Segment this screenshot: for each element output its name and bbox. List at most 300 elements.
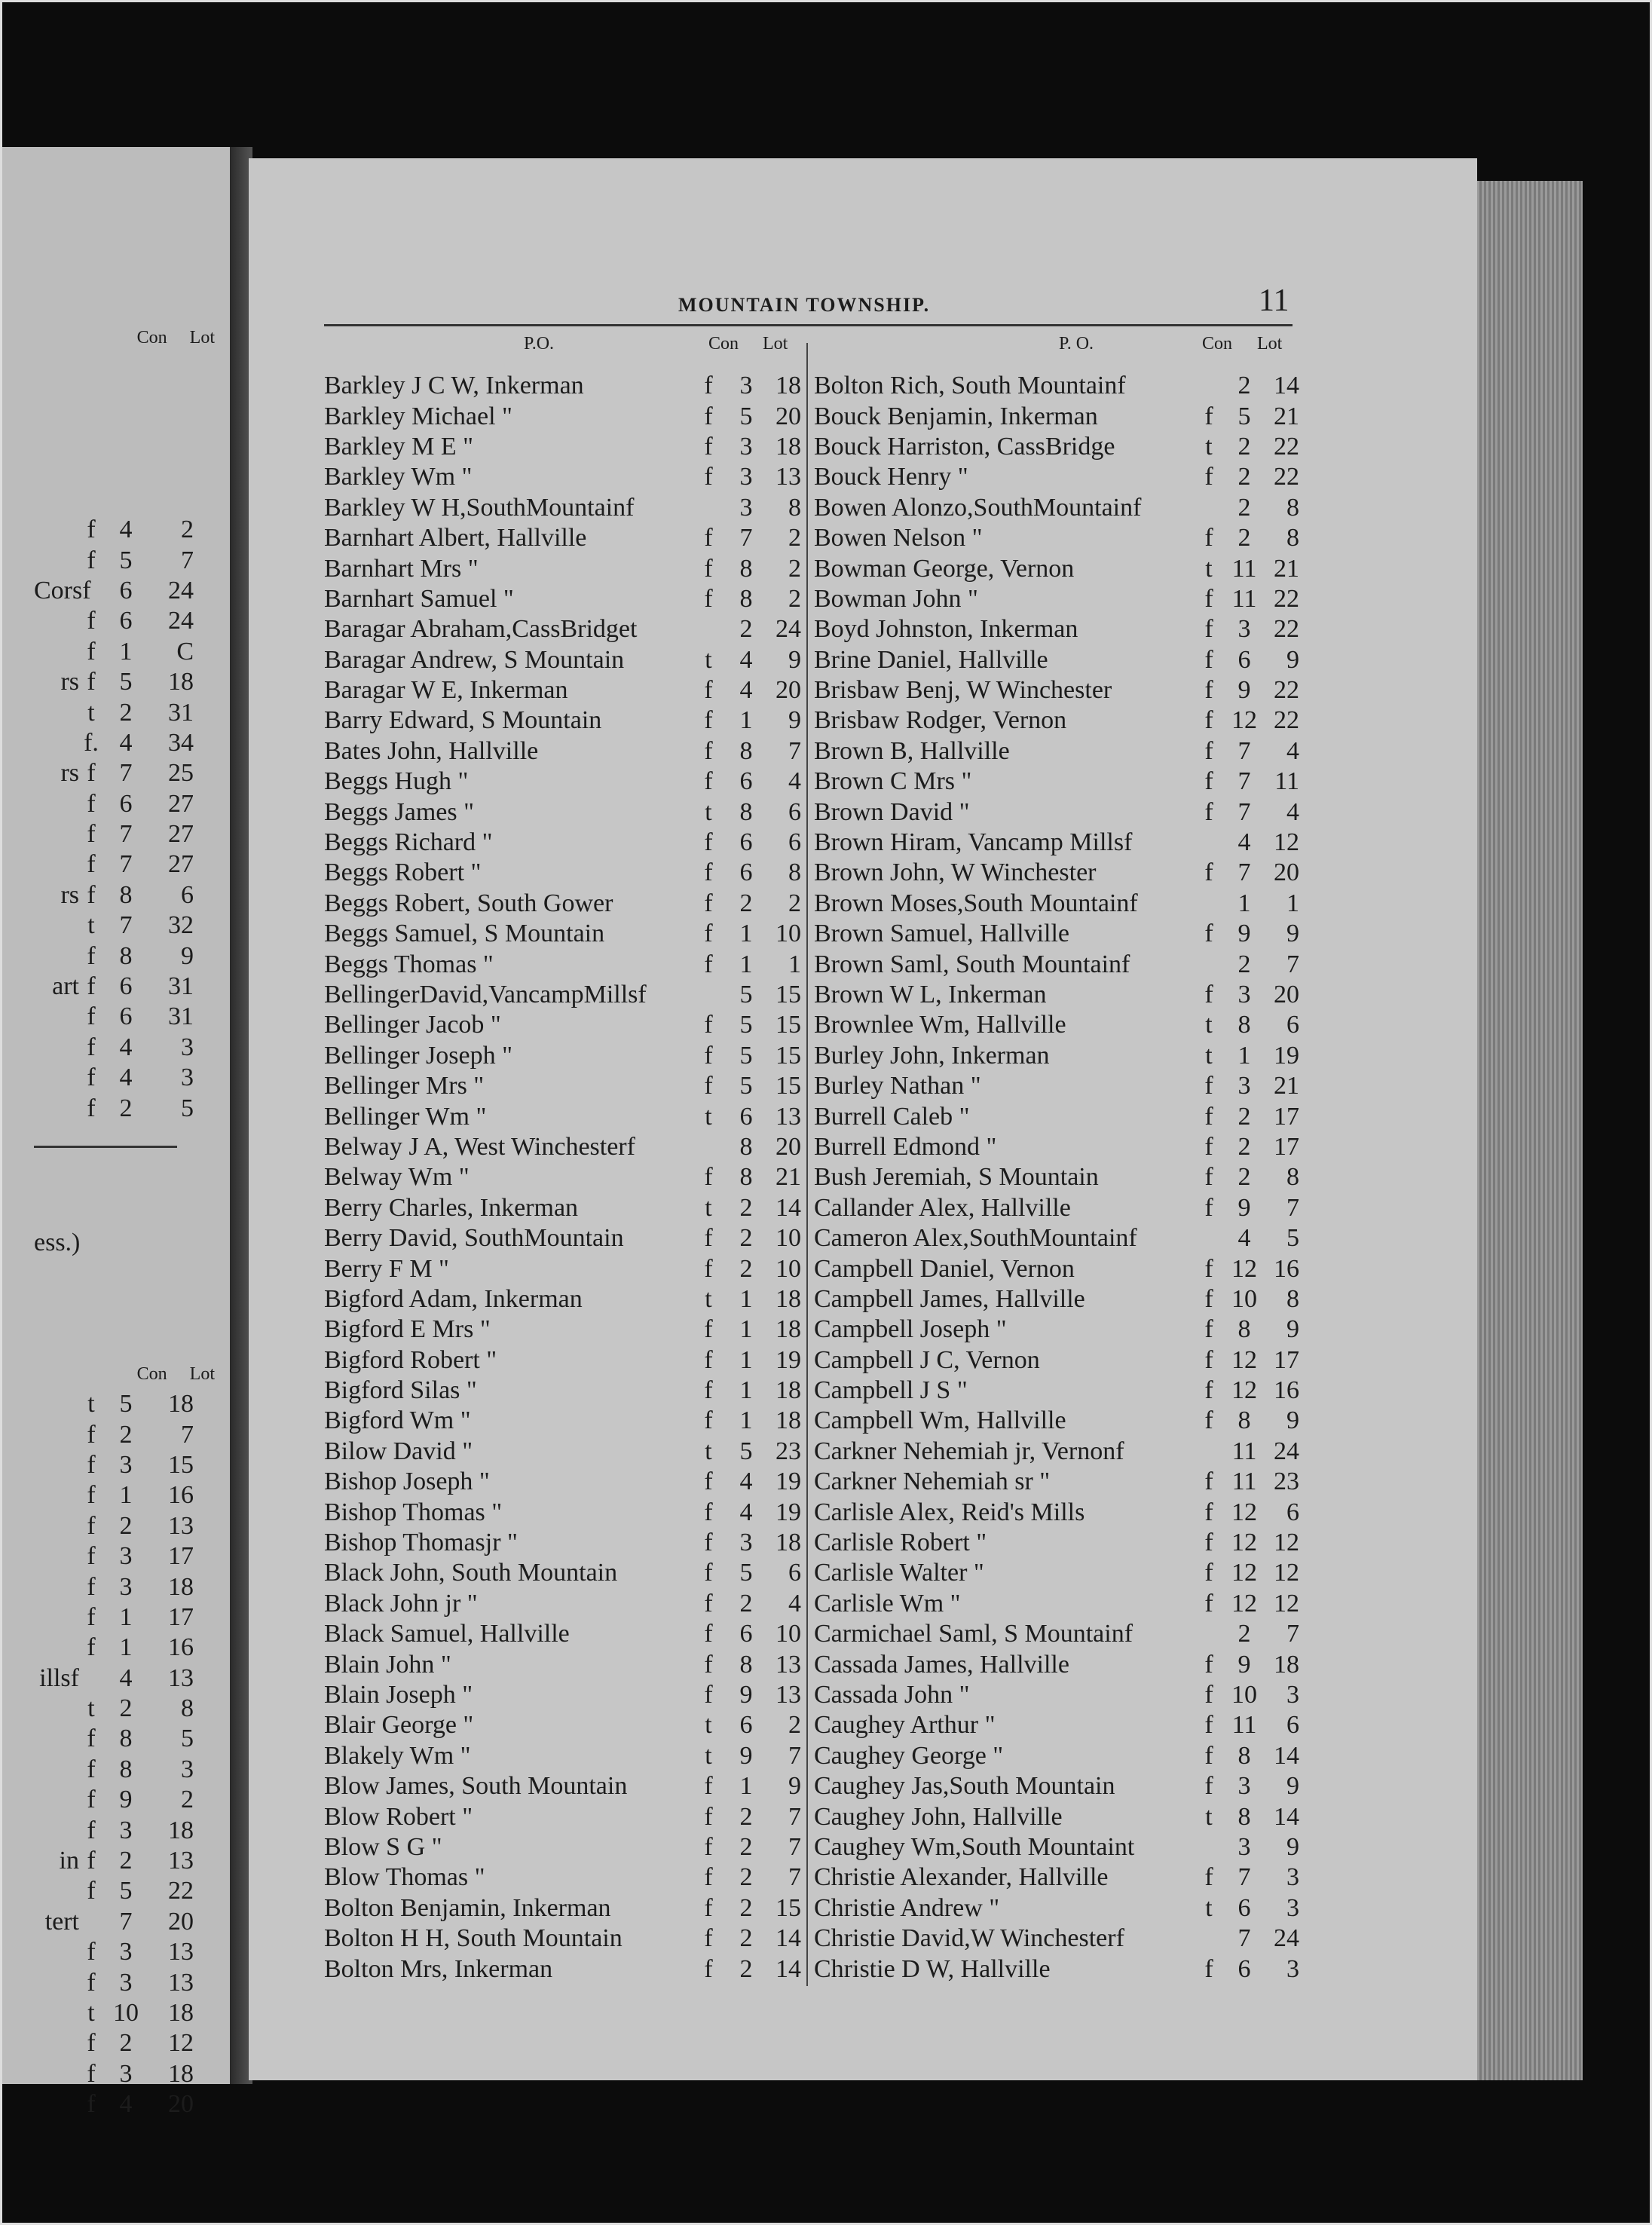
prev-list-item <box>34 1419 230 1449</box>
prev-list-item <box>34 667 230 697</box>
entry-name: Barnhart Mrs " <box>324 554 479 583</box>
entry-tenure: f <box>1204 858 1213 887</box>
previous-page-fragment <box>0 147 230 2119</box>
list-item <box>324 736 801 767</box>
entry-tenure: f <box>704 1224 713 1253</box>
prev-con: 4 <box>119 2090 133 2119</box>
prev-tenure: f <box>87 1572 96 1601</box>
entry-lot: 22 <box>1274 584 1299 613</box>
entry-tenure: f <box>704 1772 713 1801</box>
prev-tenure: t <box>87 698 95 727</box>
entry-name: Campbell J S " <box>814 1376 968 1405</box>
prev-lot: 13 <box>168 1968 194 1997</box>
entry-tenure: t <box>1205 1011 1213 1039</box>
entry-name: Caughey Arthur " <box>814 1711 996 1740</box>
prev-lot: 31 <box>168 1002 194 1031</box>
prev-tenure: f <box>87 1968 96 1997</box>
prev-tenure: f <box>87 1786 96 1814</box>
entry-name: Bouck Henry " <box>814 463 968 491</box>
entry-lot: 2 <box>788 524 801 552</box>
entry-tenure: f <box>1204 1284 1213 1313</box>
entry-lot: 10 <box>776 1620 801 1648</box>
entry-name: Beggs Hugh " <box>324 767 469 796</box>
entry-con: 2 <box>739 1224 753 1253</box>
entry-name: Baragar Abraham,CassBridget <box>324 615 638 644</box>
entry-name: Carmichael Saml, S Mountainf <box>814 1620 1133 1648</box>
entry-con: 3 <box>739 432 753 461</box>
running-head: MOUNTAIN TOWNSHIP. <box>678 294 931 316</box>
entry-lot: 15 <box>776 1011 801 1039</box>
entry-lot: 22 <box>1274 432 1299 461</box>
entry-name: Burley John, Inkerman <box>814 1041 1050 1070</box>
entry-name: Bellinger Wm " <box>324 1102 487 1131</box>
prev-tenure: f <box>87 1420 96 1449</box>
entry-con: 4 <box>739 645 753 674</box>
entry-name: Blow Thomas " <box>324 1863 485 1892</box>
list-item <box>324 1314 801 1345</box>
entry-tenure: f <box>1204 1163 1213 1192</box>
list-item <box>814 462 1299 492</box>
entry-tenure: f <box>1204 1468 1213 1496</box>
list-item <box>814 1710 1299 1740</box>
list-item <box>324 1376 801 1406</box>
entry-con: 12 <box>1231 1589 1257 1617</box>
prev-list-item <box>34 1572 230 1602</box>
entry-lot: 22 <box>1274 615 1299 644</box>
entry-lot: 20 <box>776 676 801 705</box>
prev-list-item <box>34 941 230 971</box>
list-item <box>814 1132 1299 1162</box>
prev-tenure: f <box>87 1938 96 1966</box>
prev-tenure: f <box>87 759 96 788</box>
list-item <box>324 1832 801 1862</box>
prev-con: 5 <box>119 668 133 696</box>
entry-lot: 20 <box>776 1132 801 1161</box>
entry-con: 2 <box>739 1802 753 1831</box>
list-item <box>814 493 1299 523</box>
entry-tenure: f <box>704 432 713 461</box>
prev-con: 5 <box>119 546 133 574</box>
list-item <box>814 1832 1299 1862</box>
entry-con: 8 <box>1237 1011 1251 1039</box>
entry-lot: 22 <box>1274 676 1299 705</box>
prev-tenure: t <box>87 1999 95 2027</box>
list-item <box>814 1649 1299 1679</box>
prev-list-item <box>34 1389 230 1419</box>
prev-lot: 2 <box>181 1786 194 1814</box>
prev-name-fragment: tert <box>44 1907 79 1936</box>
list-item <box>814 1954 1299 1984</box>
entry-con: 8 <box>1237 1315 1251 1344</box>
entry-tenure: f <box>704 1893 713 1922</box>
list-item <box>324 1558 801 1588</box>
entry-name: Boyd Johnston, Inkerman <box>814 615 1078 644</box>
entry-lot: 9 <box>1286 1406 1299 1435</box>
entry-lot: 23 <box>1274 1468 1299 1496</box>
prev-tenure: f <box>87 637 96 666</box>
entry-lot: 24 <box>1274 1924 1299 1953</box>
list-item <box>324 828 801 858</box>
entry-tenure: f <box>1204 1254 1213 1283</box>
prev-rows-bottom <box>34 1389 230 2119</box>
list-item <box>324 1741 801 1771</box>
prev-tenure: t <box>87 911 95 940</box>
prev-list-item <box>34 1063 230 1093</box>
entry-lot: 3 <box>1286 1893 1299 1922</box>
prev-tenure: f <box>87 1511 96 1540</box>
entry-con: 12 <box>1231 1529 1257 1557</box>
prev-list-item <box>34 758 230 788</box>
entry-con: 6 <box>1237 1893 1251 1922</box>
entry-name: Bilow David " <box>324 1437 473 1465</box>
entry-name: Brown B, Hallville <box>814 736 1010 765</box>
entry-lot: 2 <box>788 1711 801 1740</box>
prev-column-headers <box>64 328 215 348</box>
entry-con: 2 <box>739 1924 753 1953</box>
entry-lot: 8 <box>1286 493 1299 522</box>
entry-tenure: f <box>704 1011 713 1039</box>
prev-con: 3 <box>119 1938 133 1966</box>
entry-lot: 9 <box>1286 1772 1299 1801</box>
prev-tenure: t <box>87 1390 95 1419</box>
entry-name: Christie Alexander, Hallville <box>814 1863 1109 1892</box>
list-item <box>324 1345 801 1376</box>
entry-con: 2 <box>1237 1132 1251 1161</box>
prev-divider <box>34 1146 177 1148</box>
prev-lot: 6 <box>181 880 194 909</box>
prev-con: 7 <box>119 850 133 879</box>
entry-lot: 12 <box>1274 828 1299 857</box>
entry-con: 5 <box>739 981 753 1008</box>
entry-name: Barkley Michael " <box>324 402 512 430</box>
entry-name: Blain Joseph " <box>324 1680 473 1709</box>
entry-name: Black John jr " <box>324 1589 478 1617</box>
entry-lot: 23 <box>776 1437 801 1465</box>
entry-lot: 1 <box>788 950 801 978</box>
entry-con: 11 <box>1231 1711 1257 1740</box>
entry-con: 12 <box>1231 1376 1257 1405</box>
entry-con: 2 <box>739 1863 753 1892</box>
prev-lot: 15 <box>168 1450 194 1479</box>
list-item <box>814 1010 1299 1040</box>
entry-name: Berry David, SouthMountain <box>324 1224 624 1253</box>
entry-tenure: f <box>1204 1772 1213 1801</box>
entry-lot: 14 <box>776 1193 801 1222</box>
prev-note: ess.) <box>34 1229 81 1256</box>
entry-lot: 18 <box>776 1406 801 1435</box>
entry-name: Barnhart Samuel " <box>324 584 514 613</box>
entry-tenure: f <box>1204 1132 1213 1161</box>
entry-tenure: f <box>704 1589 713 1617</box>
entry-name: Caughey George " <box>814 1741 1004 1770</box>
prev-lot: 24 <box>168 576 194 604</box>
entry-tenure: f <box>704 1072 713 1100</box>
right-po-header: P. O. <box>1059 334 1094 353</box>
list-item <box>814 1193 1299 1223</box>
list-item <box>324 432 801 462</box>
entry-con: 8 <box>739 797 753 826</box>
entry-name: Burley Nathan " <box>814 1072 981 1100</box>
prev-lot: 18 <box>168 1999 194 2027</box>
entry-name: Bates John, Hallville <box>324 736 539 765</box>
entry-name: Campbell J C, Vernon <box>814 1345 1040 1374</box>
prev-list-item <box>34 1815 230 1845</box>
list-item <box>814 1253 1299 1284</box>
prev-tenure: f <box>87 1002 96 1031</box>
list-item <box>814 1376 1299 1406</box>
entry-lot: 18 <box>776 1529 801 1557</box>
list-item <box>324 1680 801 1710</box>
entry-lot: 13 <box>776 1650 801 1679</box>
entry-lot: 7 <box>1286 950 1299 978</box>
entry-tenure: f <box>1204 402 1213 430</box>
entry-tenure: f <box>704 1954 713 1983</box>
entry-lot: 18 <box>776 1284 801 1313</box>
entry-con: 6 <box>739 767 753 796</box>
entry-con: 4 <box>739 1498 753 1526</box>
entry-lot: 18 <box>776 1376 801 1405</box>
list-item <box>814 1497 1299 1527</box>
entry-name: Carlisle Walter " <box>814 1559 984 1587</box>
entry-lot: 14 <box>776 1924 801 1953</box>
entry-name: Bigford Silas " <box>324 1376 477 1405</box>
entry-con: 3 <box>1237 615 1251 644</box>
entry-tenure: f <box>1204 524 1213 552</box>
entry-con: 8 <box>1237 1802 1251 1831</box>
prev-tenure: f <box>87 1481 96 1510</box>
entry-tenure: t <box>1205 1893 1213 1922</box>
entry-tenure: f <box>704 1163 713 1192</box>
left-column-entries <box>324 371 801 1985</box>
entry-name: Barkley J C W, Inkerman <box>324 372 584 400</box>
list-item <box>324 1010 801 1040</box>
entry-lot: 8 <box>1286 524 1299 552</box>
entry-tenure: f <box>1204 1102 1213 1131</box>
list-item <box>324 462 801 492</box>
entry-lot: 10 <box>776 920 801 948</box>
entry-tenure: f <box>1204 615 1213 644</box>
entry-con: 11 <box>1231 584 1257 613</box>
prev-lot: 34 <box>168 728 194 757</box>
prev-column-headers-2 <box>64 1364 215 1385</box>
entry-lot: 20 <box>1274 981 1299 1008</box>
entry-con: 5 <box>739 402 753 430</box>
entry-lot: 12 <box>1274 1589 1299 1617</box>
entry-tenure: f <box>704 1924 713 1953</box>
entry-name: Barnhart Albert, Hallville <box>324 524 587 552</box>
entry-name: Brisbaw Benj, W Winchester <box>814 676 1112 705</box>
prev-list-item <box>34 1602 230 1633</box>
entry-name: Bouck Harriston, CassBridge <box>814 432 1115 461</box>
prev-list-item <box>34 697 230 727</box>
list-item <box>814 1467 1299 1497</box>
entry-con: 12 <box>1231 706 1257 735</box>
entry-tenure: f <box>704 1315 713 1344</box>
prev-lot-header-2: Lot <box>189 1364 215 1384</box>
entry-lot: 9 <box>1286 645 1299 674</box>
entry-tenure: f <box>1204 1345 1213 1374</box>
prev-lot: 31 <box>168 698 194 727</box>
entry-lot: 10 <box>776 1254 801 1283</box>
entry-con: 11 <box>1231 1437 1257 1465</box>
entry-tenure: f <box>1204 1863 1213 1892</box>
prev-tenure: t <box>87 1694 95 1723</box>
list-item <box>324 1710 801 1740</box>
entry-tenure: f <box>1204 1193 1213 1222</box>
prev-list-item <box>34 1093 230 1123</box>
entry-tenure: f <box>704 1254 713 1283</box>
entry-tenure: f <box>704 402 713 430</box>
entry-name: Cameron Alex,SouthMountainf <box>814 1224 1137 1253</box>
entry-name: Beggs Thomas " <box>324 950 494 978</box>
prev-list-item <box>34 728 230 758</box>
list-item <box>814 1771 1299 1801</box>
prev-lot: 18 <box>168 1572 194 1601</box>
entry-tenure: f <box>1204 706 1213 735</box>
entry-con: 4 <box>1237 1224 1251 1253</box>
entry-lot: 12 <box>1274 1559 1299 1587</box>
entry-con: 3 <box>739 463 753 491</box>
list-item <box>814 736 1299 767</box>
prev-con: 3 <box>119 1968 133 1997</box>
entry-name: Bellinger Jacob " <box>324 1011 501 1039</box>
prev-name-fragment: rs <box>60 759 79 788</box>
prev-tenure: f <box>87 1816 96 1844</box>
prev-con: 4 <box>119 728 133 757</box>
entry-tenure: f <box>1204 920 1213 948</box>
entry-con: 6 <box>739 858 753 887</box>
prev-lot: 18 <box>168 2059 194 2088</box>
right-lot-header: Lot <box>1257 334 1283 353</box>
prev-lot: 25 <box>168 759 194 788</box>
prev-list-item <box>34 880 230 911</box>
list-item <box>324 401 801 431</box>
entry-con: 1 <box>739 1376 753 1405</box>
entry-con: 10 <box>1231 1284 1257 1313</box>
prev-tenure: f <box>87 850 96 879</box>
entry-lot: 21 <box>776 1163 801 1192</box>
prev-con: 2 <box>119 1694 133 1723</box>
entry-name: Beggs Samuel, S Mountain <box>324 920 605 948</box>
entry-tenure: t <box>1205 432 1213 461</box>
left-lot-header: Lot <box>763 334 788 353</box>
prev-tenure: f <box>87 668 96 696</box>
list-item <box>814 1041 1299 1071</box>
entry-name: Bolton Mrs, Inkerman <box>324 1954 553 1983</box>
list-item <box>814 828 1299 858</box>
entry-con: 3 <box>739 493 753 522</box>
entry-con: 11 <box>1231 1468 1257 1496</box>
prev-list-item <box>34 1937 230 1967</box>
entry-name: Christie D W, Hallville <box>814 1954 1051 1983</box>
prev-tenure: f <box>87 1602 96 1631</box>
list-item <box>324 1406 801 1436</box>
entry-lot: 18 <box>1274 1650 1299 1679</box>
entry-con: 7 <box>1237 767 1251 796</box>
entry-con: 9 <box>739 1741 753 1770</box>
prev-lot: 17 <box>168 1542 194 1571</box>
entry-lot: 15 <box>776 981 801 1008</box>
prev-list-item <box>34 576 230 606</box>
entry-lot: 9 <box>1286 920 1299 948</box>
entry-lot: 9 <box>788 1772 801 1801</box>
entry-tenure: f <box>704 767 713 796</box>
list-item <box>814 1437 1299 1467</box>
entry-con: 3 <box>1237 1072 1251 1100</box>
list-item <box>324 1467 801 1497</box>
entry-con: 7 <box>1237 1924 1251 1953</box>
prev-tenure: f <box>87 607 96 635</box>
entry-name: Bolton H H, South Mountain <box>324 1924 623 1953</box>
entry-con: 7 <box>1237 1863 1251 1892</box>
entry-con: 8 <box>739 1650 753 1679</box>
prev-lot: 3 <box>181 1064 194 1092</box>
list-item <box>324 675 801 705</box>
entry-con: 2 <box>1237 524 1251 552</box>
list-item <box>324 1437 801 1467</box>
entry-con: 7 <box>739 524 753 552</box>
entry-tenure: f <box>704 1529 713 1557</box>
list-item <box>814 797 1299 827</box>
entry-con: 6 <box>739 1102 753 1131</box>
list-item <box>324 767 801 797</box>
entry-con: 6 <box>1237 1954 1251 1983</box>
list-item <box>324 1862 801 1893</box>
list-item <box>814 1680 1299 1710</box>
entry-tenure: f <box>1204 736 1213 765</box>
prev-tenure: f <box>87 1450 96 1479</box>
prev-con: 6 <box>119 789 133 818</box>
entry-con: 9 <box>739 1680 753 1709</box>
prev-list-item <box>34 1480 230 1510</box>
list-item <box>324 1497 801 1527</box>
prev-lot: 7 <box>181 1420 194 1449</box>
left-con-header: Con <box>708 334 739 353</box>
prev-con: 9 <box>119 1786 133 1814</box>
entry-con: 3 <box>1237 1772 1251 1801</box>
prev-lot: 12 <box>168 2029 194 2058</box>
list-item <box>814 1741 1299 1771</box>
list-item <box>324 889 801 919</box>
prev-list-item <box>34 1724 230 1754</box>
entry-con: 9 <box>1237 1650 1251 1679</box>
entry-name: Brown John, W Winchester <box>814 858 1097 887</box>
entry-lot: 7 <box>788 1802 801 1831</box>
prev-list-item <box>34 1450 230 1480</box>
entry-tenure: f <box>1204 1680 1213 1709</box>
entry-name: Cassada John " <box>814 1680 970 1709</box>
list-item <box>324 1253 801 1284</box>
prev-lot: 27 <box>168 850 194 879</box>
list-item <box>324 614 801 644</box>
entry-tenure: t <box>1205 554 1213 583</box>
prev-con: 2 <box>119 1420 133 1449</box>
entry-name: Bigford E Mrs " <box>324 1315 491 1344</box>
prev-con: 4 <box>119 1064 133 1092</box>
prev-con: 6 <box>119 607 133 635</box>
entry-lot: 1 <box>1286 889 1299 917</box>
entry-tenure: t <box>705 645 712 674</box>
prev-con: 7 <box>119 759 133 788</box>
prev-name-fragment: in <box>59 1847 79 1875</box>
entry-tenure: t <box>1205 1041 1213 1070</box>
prev-con: 3 <box>119 1542 133 1571</box>
list-item <box>324 523 801 553</box>
prev-list-item <box>34 911 230 941</box>
list-item <box>814 1801 1299 1832</box>
entry-name: Bigford Wm " <box>324 1406 471 1435</box>
entry-name: Bowman George, Vernon <box>814 554 1075 583</box>
